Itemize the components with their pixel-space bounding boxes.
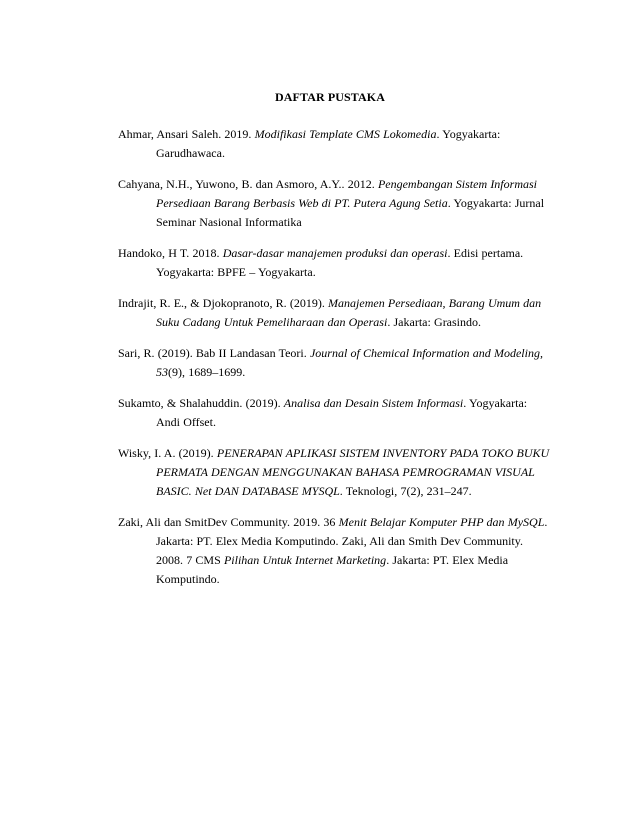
- reference-text: . Jakarta: Grasindo.: [387, 315, 482, 329]
- reference-text: Zaki, Ali dan SmitDev Community. 2019. 36: [118, 515, 339, 529]
- reference-entry: [118, 344, 550, 382]
- reference-text: Sukamto, & Shalahuddin. (2019).: [118, 396, 284, 410]
- reference-italic-title: Pilihan Untuk Internet Marketing: [223, 553, 387, 567]
- reference-text: . Yogyakarta: Andi Offset.: [156, 396, 528, 429]
- reference-italic-title: Modifikasi Template CMS Lokomedia: [254, 127, 437, 141]
- reference-text: . Jakarta: PT. Elex Media Komputindo.: [156, 553, 509, 586]
- reference-text: Sari, R. (2019). Bab II Landasan Teori.: [118, 346, 310, 360]
- reference-text: . Yogyakarta: Garudhawaca.: [156, 127, 501, 160]
- reference-text: Cahyana, N.H., Yuwono, B. dan Asmoro, A.Y.. 2012.: [118, 177, 378, 191]
- reference-entry: [118, 394, 550, 432]
- reference-italic-title: Journal of Chemical Information and Modeling, 53: [156, 346, 543, 379]
- reference-text: . Edisi pertama. Yogyakarta: BPFE – Yogyakarta.: [156, 246, 524, 279]
- reference-italic-title: Dasar-dasar manajemen produksi dan operasi: [222, 246, 448, 260]
- reference-text: . Teknologi, 7(2), 231–247.: [339, 484, 472, 498]
- reference-entry: [118, 125, 550, 163]
- reference-list: [118, 125, 550, 601]
- reference-italic-title: Analisa dan Desain Sistem Informasi: [283, 396, 464, 410]
- reference-text: Ahmar, Ansari Saleh. 2019.: [118, 127, 255, 141]
- reference-text: Wisky, I. A. (2019).: [118, 446, 217, 460]
- reference-text: (9), 1689–1699.: [168, 365, 246, 379]
- reference-italic-title: Menit Belajar Komputer PHP dan MySQL: [338, 515, 545, 529]
- reference-italic-title: Pengembangan Sistem Informasi Persediaan Barang Berbasis Web di PT. Putera Agung Setia: [156, 177, 537, 210]
- reference-entry: [118, 294, 550, 332]
- reference-entry: [118, 175, 550, 232]
- reference-entry: [118, 513, 550, 589]
- reference-text: Indrajit, R. E., & Djokopranoto, R. (2019).: [118, 296, 329, 310]
- reference-italic-title: PENERAPAN APLIKASI SISTEM INVENTORY PADA TOKO BUKU PERMATA DENGAN MENGGUNAKAN BAHASA PEMROGRAMAN VISUAL BASIC. Net DAN DATABASE MYSQL: [156, 446, 550, 498]
- reference-entry: [118, 244, 550, 282]
- reference-text: . Jakarta: PT. Elex Media Komputindo. Zaki, Ali dan Smith Dev Community. 2008. 7 CMS: [156, 515, 548, 567]
- reference-text: . Yogyakarta: Jurnal Seminar Nasional Informatika: [156, 196, 545, 229]
- reference-italic-title: Manajemen Persediaan, Barang Umum dan Suku Cadang Untuk Pemeliharaan dan Operasi: [156, 296, 542, 329]
- reference-text: Handoko, H T. 2018.: [118, 246, 223, 260]
- page-title: DAFTAR PUSTAKA: [275, 90, 385, 104]
- reference-entry: [118, 444, 550, 501]
